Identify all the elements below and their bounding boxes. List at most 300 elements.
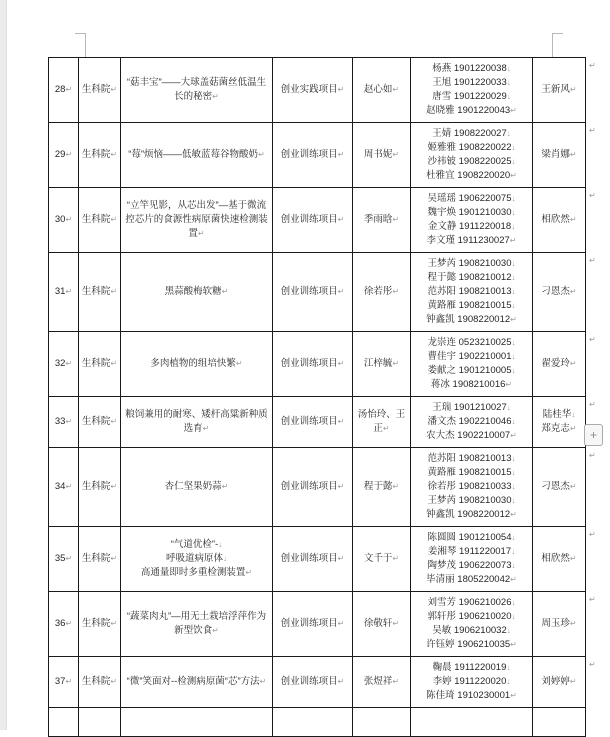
cell-end-mark: ↵	[392, 150, 400, 159]
cell-end-mark: ↵	[337, 287, 345, 296]
text-line: 创业训练项目↵	[280, 676, 345, 687]
line-break-mark: ↓	[506, 663, 511, 672]
row-end-mark-glyph: ↵	[589, 60, 596, 70]
line-break-mark: ↓	[571, 410, 576, 419]
line-break-mark: ↓	[511, 208, 516, 217]
cell-end-mark: ↵	[510, 510, 517, 519]
text-line: “气道优检”-↓	[170, 539, 223, 550]
empty-cell[interactable]	[533, 708, 586, 737]
text-line: 生科院↵	[81, 149, 118, 160]
line-break-mark: ↓	[506, 403, 511, 412]
cell-college[interactable]	[79, 123, 121, 188]
text-line: 周书妮↵	[363, 149, 400, 160]
row-end-mark-glyph: ↵	[589, 594, 596, 604]
cell-leader[interactable]	[353, 592, 411, 657]
cell-project-title[interactable]	[121, 188, 273, 253]
cell-members[interactable]	[411, 253, 533, 332]
table-row	[49, 188, 602, 253]
cell-end-mark: ↵	[235, 359, 243, 368]
text-line: 农大杰 1902210007↵	[426, 430, 517, 441]
cell-end-mark: ↵	[65, 359, 73, 368]
text-line: 毕清丽 1805220042↵	[426, 574, 517, 585]
cell-advisor[interactable]	[533, 123, 586, 188]
cell-college[interactable]	[79, 527, 121, 592]
text-line: 蒋冰 1908210016↵	[430, 379, 513, 390]
cell-end-mark: ↵	[337, 359, 345, 368]
text-line: 季雨晗↵	[363, 214, 400, 225]
cell-project-type[interactable]	[273, 448, 353, 527]
empty-cell[interactable]	[121, 708, 273, 737]
empty-cell[interactable]	[273, 708, 353, 737]
cell-serial[interactable]	[49, 657, 79, 708]
cell-end-mark: ↵	[569, 359, 577, 368]
cell-leader[interactable]	[353, 123, 411, 188]
row-end-mark	[586, 657, 602, 708]
cell-project-title[interactable]	[121, 123, 273, 188]
cell-college[interactable]	[79, 657, 121, 708]
text-line: 创业训练项目↵	[280, 358, 345, 369]
cell-end-mark: ↵	[569, 619, 577, 628]
text-line: 杏仁坚果奶蒜↵	[164, 481, 229, 492]
cell-end-mark: ↵	[392, 287, 400, 296]
cell-end-mark: ↵	[202, 424, 210, 433]
cell-members[interactable]	[411, 657, 533, 708]
cell-end-mark: ↵	[392, 85, 400, 94]
margin-crop-mark-right	[552, 33, 553, 57]
cell-end-mark: ↵	[510, 575, 517, 584]
cell-leader[interactable]	[353, 188, 411, 253]
text-line: 钟鑫凯 1908220012↵	[426, 314, 517, 325]
cell-end-mark: ↵	[569, 85, 577, 94]
cell-project-title[interactable]	[121, 58, 273, 123]
table-row	[49, 592, 602, 657]
text-line: 创业训练项目↵	[280, 416, 345, 427]
line-break-mark: ↓	[511, 143, 516, 152]
text-line: “莓”烦恼——低敏蓝莓谷物酸奶↵	[128, 149, 265, 160]
cell-end-mark: ↵	[110, 619, 118, 628]
row-end-mark	[586, 527, 602, 592]
cell-advisor[interactable]	[533, 592, 586, 657]
text-line: 相欣然↵	[541, 553, 577, 564]
cell-end-mark: ↵	[221, 482, 229, 491]
text-line: “立竿见影，从芯出发”—基于微流控芯片的食源性病原菌快速检测装置↵	[125, 200, 268, 239]
projects-table	[48, 57, 602, 737]
row-end-mark-glyph: ↵	[589, 334, 596, 344]
text-line: 李婷 1911220020↓	[432, 676, 511, 687]
cell-end-mark: ↵	[110, 215, 118, 224]
line-break-mark: ↓	[218, 540, 223, 549]
text-line: 创业训练项目↵	[280, 553, 345, 564]
text-line: 王梦芮 1908210030↓	[427, 495, 516, 506]
cell-end-mark: ↵	[392, 554, 400, 563]
cell-end-mark: ↵	[65, 482, 73, 491]
text-line: 吴敏 1906210032↓	[432, 625, 511, 636]
row-end-mark	[586, 123, 602, 188]
table-row	[49, 332, 602, 397]
cell-project-type[interactable]	[273, 58, 353, 123]
text-line: 魏宇焕 1901210030↓	[427, 207, 516, 218]
cell-end-mark: ↵	[110, 359, 118, 368]
text-line: 龙崇连 0523210025↓	[427, 337, 516, 348]
text-line: 王梦芮 1908210030↓	[427, 258, 516, 269]
text-line: 32↵	[54, 358, 73, 369]
text-line: 程于懿↵	[363, 481, 400, 492]
cell-serial[interactable]	[49, 332, 79, 397]
cell-members[interactable]	[411, 527, 533, 592]
cell-advisor[interactable]	[533, 657, 586, 708]
empty-cell[interactable]	[353, 708, 411, 737]
text-line: 粮饲兼用的耐寒、矮杆高粱新种质选育↵	[125, 409, 268, 434]
cell-end-mark: ↵	[392, 359, 400, 368]
cell-leader[interactable]	[353, 253, 411, 332]
cell-end-mark: ↵	[337, 619, 345, 628]
text-line: 创业训练项目↵	[280, 481, 345, 492]
cell-end-mark: ↵	[212, 92, 219, 101]
line-break-mark: ↓	[511, 561, 516, 570]
line-break-mark: ↓	[511, 496, 516, 505]
cell-end-mark: ↵	[212, 626, 219, 635]
cell-project-title[interactable]	[121, 657, 273, 708]
row-end-mark-glyph: ↵	[589, 255, 596, 265]
cell-project-type[interactable]	[273, 123, 353, 188]
cell-college[interactable]	[79, 397, 121, 448]
cell-end-mark: ↵	[510, 691, 517, 700]
text-line: 呼吸道病原体↓	[165, 553, 227, 564]
line-break-mark: ↓	[511, 301, 516, 310]
cell-college[interactable]	[79, 448, 121, 527]
cell-end-mark: ↵	[221, 287, 229, 296]
text-line: 生科院↵	[81, 676, 118, 687]
line-break-mark: ↓	[506, 129, 511, 138]
cell-end-mark: ↵	[509, 236, 517, 245]
text-line: 36↵	[54, 618, 73, 629]
cell-college[interactable]	[79, 332, 121, 397]
text-line: 多肉植物的组培快繁↵	[150, 358, 243, 369]
row-end-mark-glyph: ↵	[589, 659, 596, 669]
margin-crop-mark-left	[85, 33, 86, 57]
cell-serial[interactable]	[49, 448, 79, 527]
cell-advisor[interactable]	[533, 188, 586, 253]
table-row	[49, 397, 602, 448]
text-line: 创业训练项目↵	[280, 214, 345, 225]
cell-end-mark: ↵	[110, 677, 118, 686]
text-line: 王旭 1901220033↓	[432, 77, 511, 88]
cell-end-mark: ↵	[569, 424, 577, 433]
cell-end-mark: ↵	[110, 482, 118, 491]
line-break-mark: ↓	[506, 92, 511, 101]
cell-members[interactable]	[411, 397, 533, 448]
text-line: 姜湘琴 1911220017↓	[427, 546, 516, 557]
cell-members[interactable]	[411, 332, 533, 397]
text-line: 文千于↵	[363, 553, 400, 564]
text-line: 程于懿 1908210012↓	[427, 272, 516, 283]
row-end-mark-glyph: ↵	[589, 399, 596, 409]
empty-cell[interactable]	[411, 708, 533, 737]
cell-leader[interactable]	[353, 527, 411, 592]
cell-members[interactable]	[411, 448, 533, 527]
cell-members[interactable]	[411, 123, 533, 188]
cell-end-mark: ↵	[569, 482, 577, 491]
text-line: 徐若彤 1908210033↓	[427, 481, 516, 492]
cell-end-mark: ↵	[65, 417, 73, 426]
cell-end-mark: ↵	[337, 215, 345, 224]
row-end-mark-glyph: ↵	[589, 125, 596, 135]
cell-leader[interactable]	[353, 657, 411, 708]
text-line: 王瑞 1901210027↓	[432, 402, 511, 413]
text-line: 陶梦茂 1906220073↓	[427, 560, 516, 571]
text-line: 刘婷婷↵	[541, 676, 577, 687]
line-break-mark: ↓	[511, 598, 516, 607]
line-break-mark: ↓	[506, 78, 511, 87]
text-line: 李文瑾 1911230027↵	[426, 235, 517, 246]
cell-end-mark: ↵	[65, 619, 73, 628]
line-break-mark: ↓	[511, 417, 516, 426]
cell-project-type[interactable]	[273, 188, 353, 253]
line-break-mark: ↓	[511, 482, 516, 491]
cell-members[interactable]	[411, 188, 533, 253]
row-end-mark	[586, 253, 602, 332]
cell-end-mark: ↵	[110, 150, 118, 159]
text-line: 生科院↵	[81, 214, 118, 225]
cell-leader[interactable]	[353, 58, 411, 123]
text-line: 鞠晨 1911220019↓	[432, 662, 511, 673]
text-line: 赵晓雅 1901220043↵	[426, 105, 517, 116]
text-line: 徐若彤↵	[363, 286, 400, 297]
text-line: 范苏阳 1908210013↓	[427, 286, 516, 297]
cell-end-mark: ↵	[392, 215, 400, 224]
cell-project-title[interactable]	[121, 448, 273, 527]
cell-end-mark: ↵	[65, 150, 73, 159]
text-line: 黑蒜酸梅软糖↵	[164, 286, 229, 297]
workspace-edge-strip	[0, 0, 7, 730]
text-line: 赵心如↵	[363, 84, 400, 95]
line-break-mark: ↓	[511, 338, 516, 347]
cell-end-mark: ↵	[197, 229, 205, 238]
text-line: 陈圆圆 1901210054↓	[427, 532, 516, 543]
cell-project-title[interactable]	[121, 332, 273, 397]
cell-end-mark: ↵	[510, 431, 517, 440]
cell-project-type[interactable]	[273, 657, 353, 708]
cell-advisor[interactable]	[533, 253, 586, 332]
text-line: 郭轩彤 1906210020↓	[427, 611, 516, 622]
cell-end-mark: ↵	[65, 287, 73, 296]
text-line: 杨燕 1901220038↓	[432, 63, 511, 74]
cell-project-title[interactable]	[121, 253, 273, 332]
cell-end-mark: ↵	[258, 150, 265, 159]
text-line: 汤怡玲、王正↵	[357, 409, 406, 434]
cell-project-type[interactable]	[273, 527, 353, 592]
cell-end-mark: ↵	[510, 315, 517, 324]
cell-college[interactable]	[79, 58, 121, 123]
text-line: 生科院↵	[81, 481, 118, 492]
line-break-mark: ↓	[511, 454, 516, 463]
cell-advisor[interactable]	[533, 332, 586, 397]
cell-serial[interactable]	[49, 527, 79, 592]
row-end-mark	[586, 188, 602, 253]
cell-serial[interactable]	[49, 592, 79, 657]
cell-advisor[interactable]	[533, 448, 586, 527]
cell-end-mark: ↵	[65, 215, 73, 224]
table-row	[49, 123, 602, 188]
cell-advisor[interactable]	[533, 397, 586, 448]
text-line: “菇丰宝”——大球盖菇菌丝低温生长的秘密↵	[126, 77, 267, 102]
row-end-mark	[586, 708, 602, 737]
cell-members[interactable]	[411, 592, 533, 657]
cell-advisor[interactable]	[533, 58, 586, 123]
cell-end-mark: ↵	[337, 150, 345, 159]
cell-end-mark: ↵	[65, 85, 73, 94]
text-line: 王新风↵	[541, 84, 577, 95]
line-break-mark: ↓	[511, 612, 516, 621]
line-break-mark: ↓	[511, 366, 516, 375]
cell-end-mark: ↵	[510, 106, 517, 115]
cell-serial[interactable]	[49, 397, 79, 448]
row-end-mark-glyph: ↵	[589, 529, 596, 539]
text-line: 潘文杰 1902210046↓	[427, 416, 516, 427]
text-line: 29↵	[54, 149, 73, 160]
line-break-mark: ↓	[506, 677, 511, 686]
line-break-mark: ↓	[511, 533, 516, 542]
text-line: 28↵	[54, 84, 73, 95]
cell-end-mark: ↵	[392, 482, 400, 491]
line-break-mark: ↓	[511, 352, 516, 361]
text-line: 江梓毓↵	[363, 358, 400, 369]
plus-button[interactable]: +	[584, 424, 603, 446]
text-line: 曹佳宇 1902210001↓	[427, 351, 516, 362]
line-break-mark: ↓	[511, 273, 516, 282]
cell-project-type[interactable]	[273, 397, 353, 448]
text-line: 31↵	[54, 286, 73, 297]
text-line: “微”笑面对--检测病原菌“芯”方法↵	[126, 676, 267, 687]
cell-end-mark: ↵	[392, 619, 400, 628]
text-line: 吴瑶瑶 1906220075↓	[427, 193, 516, 204]
text-line: 生科院↵	[81, 553, 118, 564]
text-line: 刁恩杰↵	[541, 481, 577, 492]
table-row	[49, 58, 602, 123]
text-line: 创业训练项目↵	[280, 149, 345, 160]
line-break-mark: ↓	[511, 222, 516, 231]
text-line: 徐敬轩↵	[363, 618, 400, 629]
cell-end-mark: ↵	[510, 171, 517, 180]
cell-project-type[interactable]	[273, 253, 353, 332]
text-line: 黄路雁 1908210015↓	[427, 467, 516, 478]
text-line: 生科院↵	[81, 84, 118, 95]
text-line: 沙祎铍 1908220025↓	[427, 156, 516, 167]
cell-end-mark: ↵	[337, 417, 345, 426]
cell-members[interactable]	[411, 58, 533, 123]
cell-leader[interactable]	[353, 332, 411, 397]
text-line: 钟鑫凯 1908220012↵	[426, 509, 517, 520]
table-row	[49, 657, 602, 708]
row-end-mark	[586, 332, 602, 397]
cell-college[interactable]	[79, 188, 121, 253]
cell-project-title[interactable]	[121, 592, 273, 657]
cell-end-mark: ↵	[337, 554, 345, 563]
text-line: 刁恩杰↵	[541, 286, 577, 297]
cell-end-mark: ↵	[337, 482, 345, 491]
cell-project-type[interactable]	[273, 332, 353, 397]
text-line: 创业训练项目↵	[280, 618, 345, 629]
cell-end-mark: ↵	[337, 85, 345, 94]
cell-end-mark: ↵	[569, 150, 577, 159]
cell-end-mark: ↵	[259, 677, 267, 686]
line-break-mark: ↓	[511, 287, 516, 296]
cell-end-mark: ↵	[569, 215, 577, 224]
text-line: 姬雅雅 1908220022↓	[427, 142, 516, 153]
cell-project-title[interactable]	[121, 527, 273, 592]
line-break-mark: ↓	[223, 554, 227, 563]
text-line: 生科院↵	[81, 416, 118, 427]
text-line: 翟爱玲↵	[541, 358, 577, 369]
text-line: 35↵	[54, 553, 73, 564]
cell-end-mark: ↵	[569, 287, 577, 296]
text-line: 郑克志↵	[541, 423, 577, 434]
line-break-mark: ↓	[511, 157, 516, 166]
line-break-mark: ↓	[511, 547, 516, 556]
cell-end-mark: ↵	[505, 380, 513, 389]
cell-college[interactable]	[79, 592, 121, 657]
table-row	[49, 448, 602, 527]
empty-cell[interactable]	[79, 708, 121, 737]
cell-project-type[interactable]	[273, 592, 353, 657]
line-break-mark: ↓	[506, 626, 511, 635]
cell-serial[interactable]	[49, 58, 79, 123]
line-break-mark: ↓	[506, 64, 511, 73]
cell-serial[interactable]	[49, 253, 79, 332]
cell-advisor[interactable]	[533, 527, 586, 592]
text-line: 王婧 1908220027↓	[432, 128, 511, 139]
cell-end-mark: ↵	[569, 677, 577, 686]
cell-college[interactable]	[79, 253, 121, 332]
cell-project-title[interactable]	[121, 397, 273, 448]
cell-end-mark: ↵	[245, 568, 253, 577]
cell-leader[interactable]	[353, 397, 411, 448]
text-line: 唐雪 1901220029↓	[432, 91, 511, 102]
text-line: 许钰婷 1906210035↵	[426, 639, 517, 650]
cell-serial[interactable]	[49, 123, 79, 188]
cell-end-mark: ↵	[110, 554, 118, 563]
cell-end-mark: ↵	[337, 677, 345, 686]
text-line: 生科院↵	[81, 618, 118, 629]
cell-end-mark: ↵	[110, 287, 118, 296]
text-line: 娄献之 1901210005↓	[427, 365, 516, 376]
text-line: 范苏阳 1908210013↓	[427, 453, 516, 464]
cell-serial[interactable]	[49, 188, 79, 253]
cell-end-mark: ↵	[569, 554, 577, 563]
text-line: 周玉珍↵	[541, 618, 577, 629]
text-line: 刘雪芳 1906210026↓	[427, 597, 516, 608]
text-line: 生科院↵	[81, 358, 118, 369]
text-line: 黄路雁 1908210015↓	[427, 300, 516, 311]
cell-end-mark: ↵	[65, 554, 73, 563]
text-line: 陆桂华↓	[542, 409, 576, 420]
table-row	[49, 527, 602, 592]
text-line: “蔬菜肉丸”—用无土栽培浮萍作为新型饮食↵	[126, 611, 267, 636]
row-end-mark	[586, 448, 602, 527]
cell-end-mark: ↵	[110, 417, 118, 426]
cell-leader[interactable]	[353, 448, 411, 527]
text-line: 创业实践项目↵	[280, 84, 345, 95]
cell-end-mark: ↵	[510, 640, 517, 649]
cell-end-mark: ↵	[392, 677, 400, 686]
text-line: 张煜祥↵	[363, 676, 400, 687]
row-end-mark-glyph: ↵	[589, 450, 596, 460]
empty-cell[interactable]	[49, 708, 79, 737]
line-break-mark: ↓	[511, 194, 516, 203]
cell-end-mark: ↵	[65, 677, 73, 686]
cell-end-mark: ↵	[110, 85, 118, 94]
text-line: 金文静 1911220018↓	[427, 221, 516, 232]
